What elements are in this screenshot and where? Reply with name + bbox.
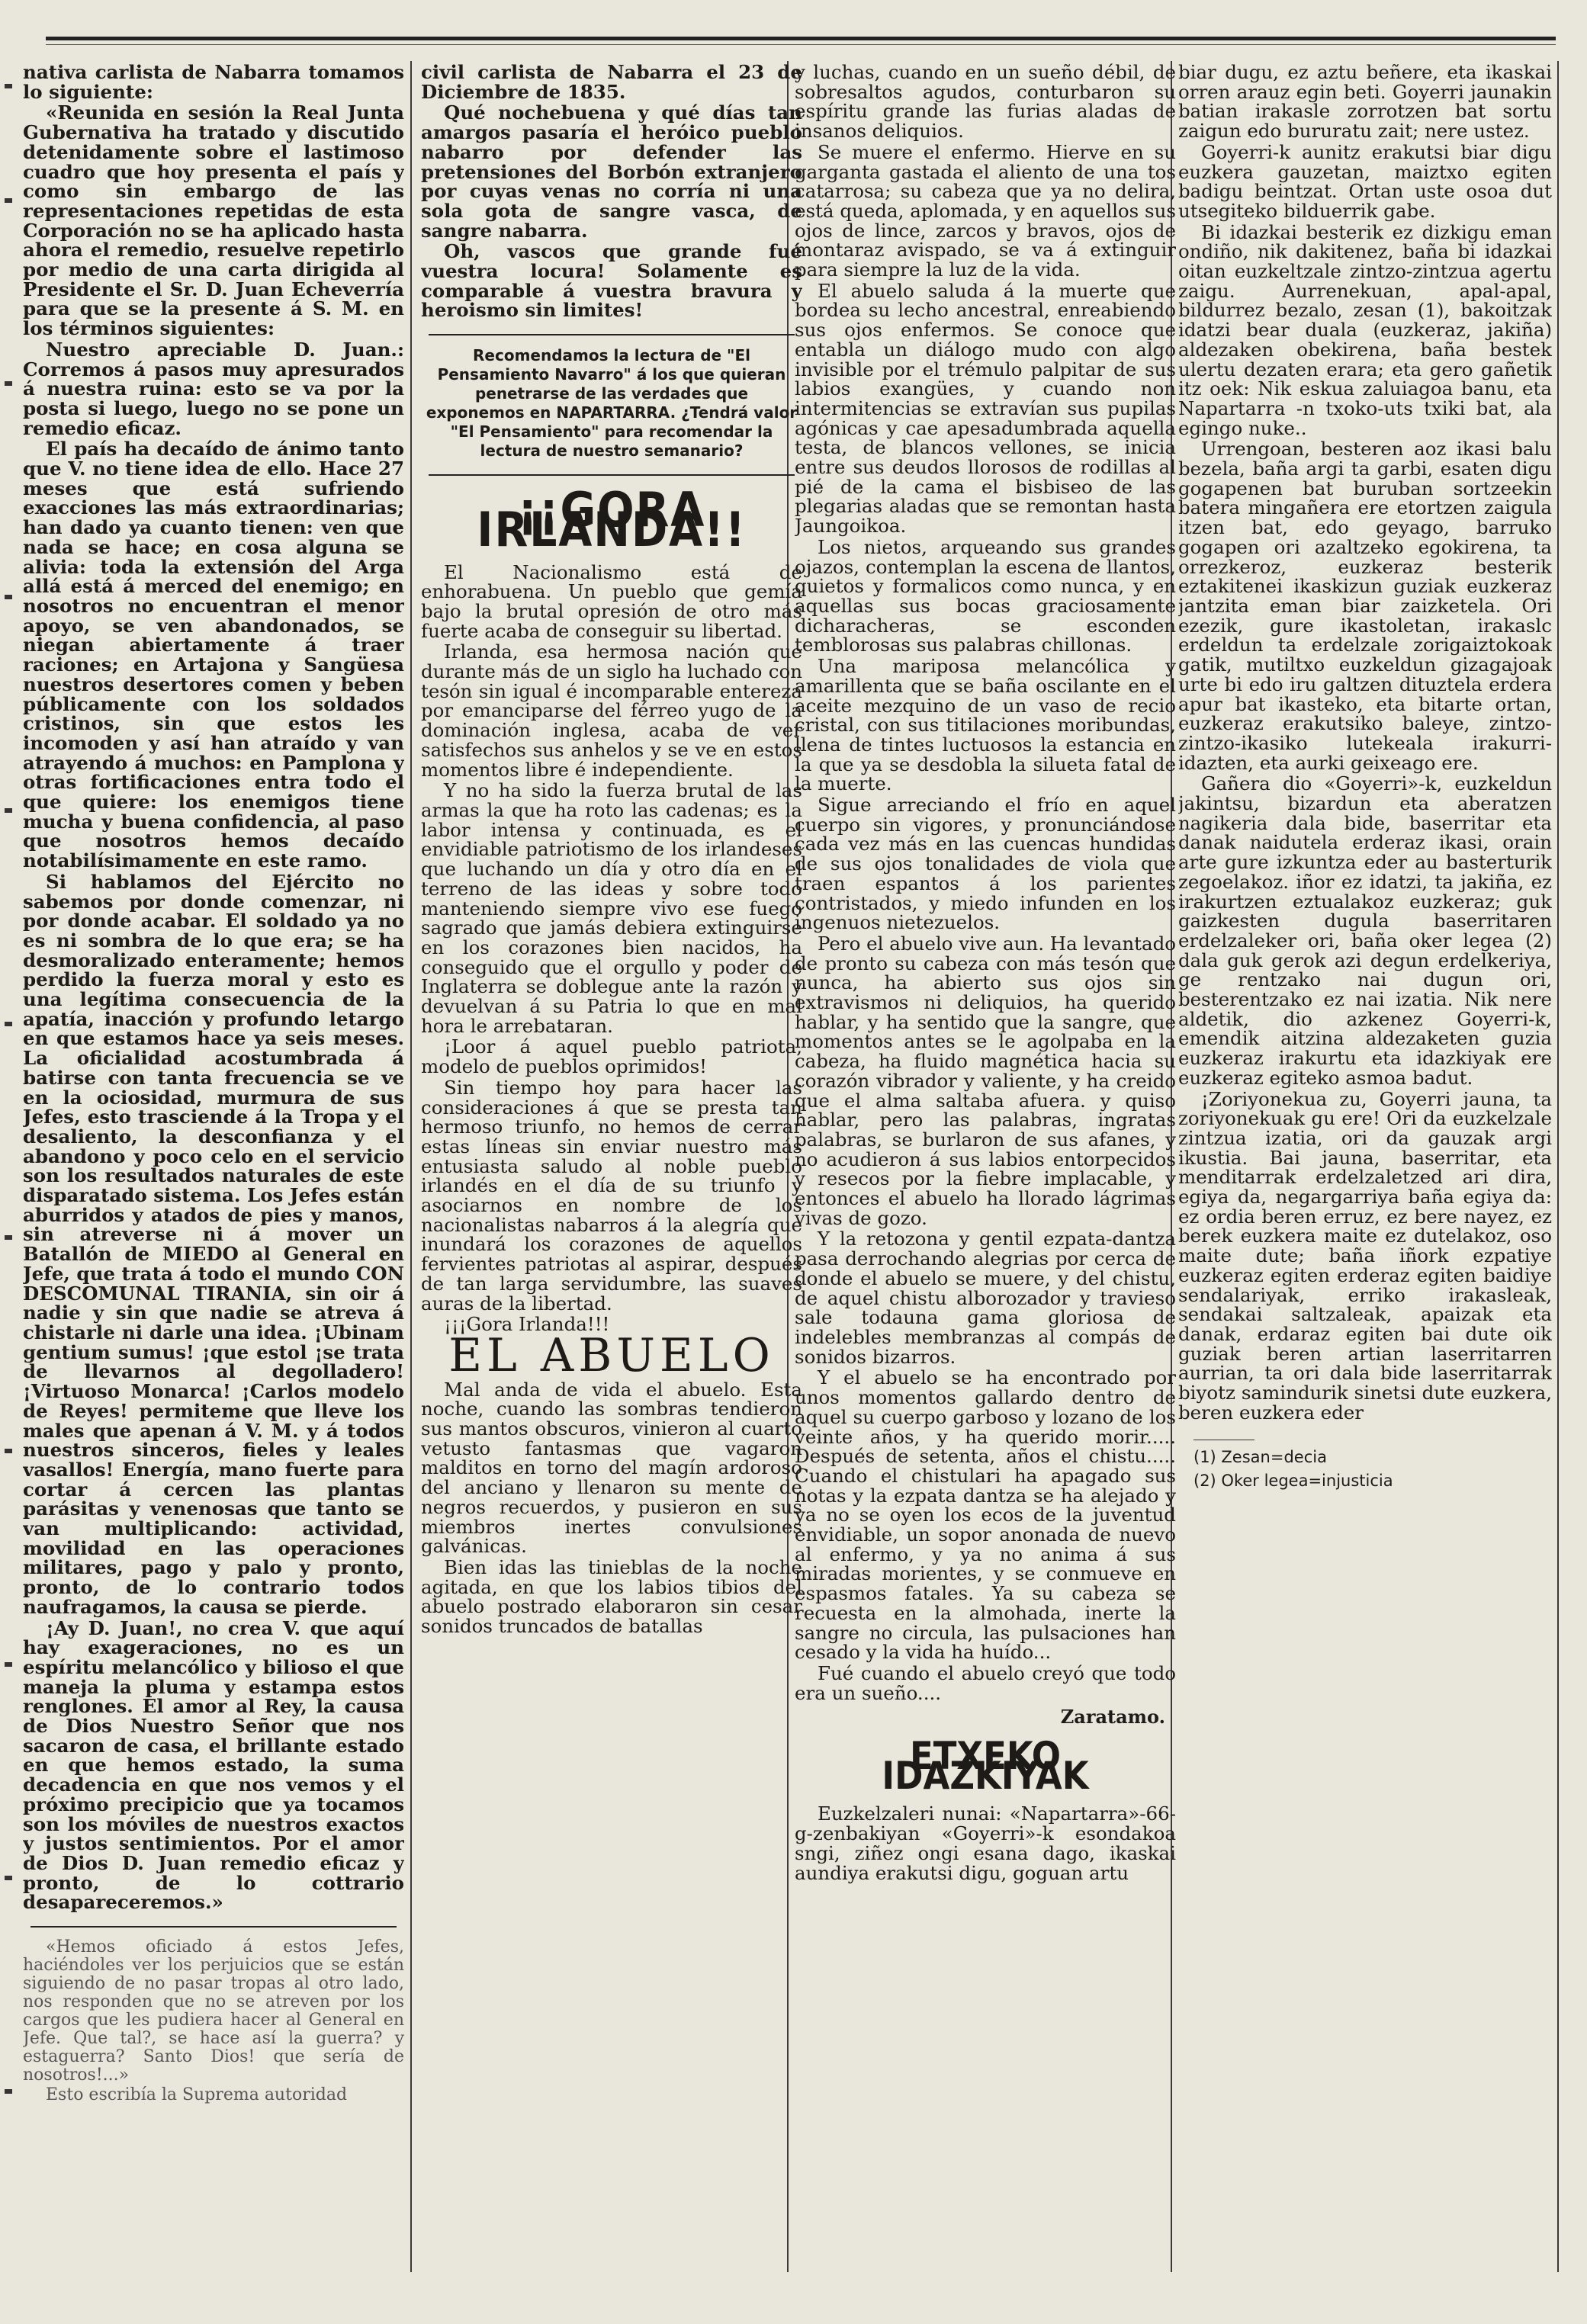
footnote: (2) Oker legea=injusticia (1193, 1472, 1393, 1491)
col1-paragraph: ¡Ay D. Juan!, no crea V. que aquí hay exageraciones, no es un espíritu melancólico y bilioso el que maneja la pluma y estampa estos renglones. El amor al Rey, la causa de Dios Nuestro Señor que nos sacaron de casa, el brillante estado en que hemos estado, la suma decadencia en que nos vemos y el próximo precipicio que ya tocamos son los móviles de nuestros exactos y justos sentimientos. Por el amor de Dios D. Juan remedio eficaz y pronto, de lo cottrario desapareceremos.» (23, 1616, 404, 1914)
col3-paragraph: Los nietos, arqueando sus grandes ojazos, contemplan la escena de llantos, quietos y formalicos como nunca, y en aquellas sus bocas graciosamente dicharacheras, se esconden temblorosas sus palabras chillonas. (795, 535, 1176, 656)
column-rule-1 (410, 61, 412, 2272)
col4-paragraph: Bi idazkai besterik ez dizkigu eman ondiño, nik dakitenez, baña bi idazkai oitan euzkeltzale zintzo-zintzua agertu zaigu. Aurrenekuan, apal-apal, bildurrez bezalo, zesan (1), bakoitzak idatzi bear duala (euzkeraz, jakiña) aldezaken obekirena, baña bestek ulertu dezaten erara; eta gero gañetik itz oek: Nik eskua zaluiagoa banu, eta Napartarra -n txoko-uts txiki bat, ala egingo nuke.. (1178, 220, 1552, 439)
gora-paragraph: El Nacionalismo está de enhorabuena. Un pueblo que gemía bajo la brutal opresión de otro más fuerte acaba de conseguir su libertad. (421, 560, 802, 642)
col3-paragraph: y luchas, cuando en un sueño débil, de sobresaltos agudos, conturbaron su espíritu grande las furias aladas de insanos deliquios. (795, 63, 1176, 143)
footnote: (1) Zesan=decia (1193, 1447, 1327, 1466)
abuelo-paragraph: Bien idas las tinieblas de la noche agitada, en que los labios tibios del abuelo postrado elaboraron sin cesar sonidos truncados de batallas (421, 1556, 802, 1638)
col3-paragraph: Pero el abuelo vive aun. Ha levantado de pronto su cabeza con más tesón que nunca, ha abierto sus ojos sin extravismos ni deliquios, ha querido hablar, y ha sentido que la sangre, que momentos antes se le agolpaba en la cabeza, ha fluido magnética hacia su corazón vibrador y valiente, y ha creido que el alma saltaba afuera. y quiso hablar, pero las palabras, ingratas palabras, se burlaron de sus afanes, y no acudieron á sus labios entorpecidos y resecos por la fiebre implacable, y entonces el abuelo ha llorado lágrimas vivas de gozo. (795, 932, 1176, 1229)
col3-paragraph: Y el abuelo se ha encontrado por unos momentos gallardo dentro de aquel su cuerpo garboso y lozano de los veinte años, y ha querido morir..... Después de setenta, años el chistu..... Cuando el chistulari ha apagado sus notas y la ezpata dantza se ha alejado y ya no se oyen los ecos de la juventud envidiable, un sopor anonada de nuevo al enfermo, y ya no anima á sus miradas morientes, y se conmueve en espasmos fatales. Ya su cabeza se recuesta en la almohada, inerte la sangre no circula, las pulsaciones han cesado y la vida ha huído... (795, 1366, 1176, 1664)
col4-paragraph: ¡Zoriyonekua zu, Goyerri jauna, ta zoriyonekuak gu ere! Ori da euzkelzale zintzua izatia, ori da gauzak argi ikustia. Bai jauna, baserritar, eta menditarrak erdelzaletzed ari dira, egiya da, negargarriya baña egiya da: ez ordia beren erruz, ez bere nayez, ez berek euzkera maite ez dutelakoz, oso maite dute; baña iñork ezpatiye euzkeraz egiten erderaz egiten baidiye sendalariyak, erriko irakasleak, sendakai saltzaleak, apaizak eta danak, erdaraz egiten bai dute oik guziak beren artian laserritarren aurrian, ta ori dala bide laserritarrak biyotz samindurik sinetsi dute euzkera, beren euzkera eder (1178, 1087, 1552, 1424)
col1-paragraph: «Reunida en sesión la Real Junta Gubernativa ha tratado y discutido detenidamente sobre el lastimoso cuadro que hoy presenta el país y como sin embargo de las representaciones repetidas de esta Corporación no se ha aplicado hasta ahora el remedio, resuelve repetirlo por medio de una carta dirigida al Presidente el Sr. D. Juan Echeverría para que se la presente á S. M. en los términos siguientes: (23, 101, 404, 340)
left-margin-marks (5, 61, 15, 2272)
col1-paragraph: El país ha decaído de ánimo tanto que V. no tiene idea de ello. Hace 27 meses que está sufriendo exacciones las más extraordinarias; han dado ya cuanto tienen: ven que nada se hace; en cosa alguna se alivia: toda la extensión del Arga allá está á merced del enemigo; en nosotros no encuentran el menor apoyo, se ven abandonados, se niegan abiertamente á traer raciones; en Artajona y Sangüesa nuestros desertores comen y beben públicamente con los soldados cristinos, sin que estos les incomoden y así han atraído y van atrayendo á muchos: en Pamplona y otras fortificaciones entra todo el que quiere: los enemigos tiene mucha y buena confidencia, al paso que nosotros hemos decaído notabilísimamente en este ramo. (23, 438, 404, 872)
col1-divider (31, 1926, 397, 1928)
col1-paragraph: «Hemos oficiado á estos Jefes, haciéndoles ver los perjuicios que se están siguiendo de no pasar tropas al otro lado, nos responden que no se atreven por los cargos que les pudiera hacer al General en Jefe. Que tal?, se hace así la guerra? y estaguerra? Santo Dios! que sería de nosotros!...» (23, 1937, 404, 2085)
col4-paragraph: biar dugu, ez aztu beñere, eta ikaskai orren arauz egin beti. Goyerri jaunakin batian irakasle zorrotzen bat sortu zaigun edo bururatu zait; nere ustez. (1178, 63, 1552, 143)
gora-paragraph: Sin tiempo hoy para hacer las consideraciones á que se presta tan hermoso triunfo, no hemos de cerrar estas líneas sin enviar nuestro más entusiasta saludo al noble pueblo irlandés en el día de su triunfo y asociarnos en nombre de los nacionalistas nabarros á la alegría que inundará los corazones de aquellos fervientes patriotas al aspirar, después de tan larga servidumbre, las suaves auras de la libertad. (421, 1076, 802, 1314)
col2-paragraph: Oh, vascos que grande fué vuestra locura! Solamente es comparable á vuestra bravura y heroismo sin limites! (421, 240, 802, 322)
gora-paragraph: ¡Loor á aquel pueblo patriota, modelo de pueblos oprimidos! (421, 1035, 802, 1078)
col2-paragraph: Qué nochebuena y qué días tan amargos pasaría el heróico pueblo nabarro por defender las pretensiones del Borbón extranjero por cuyas venas no corría ni una sola gota de sangre vasca, de sangre nabarra. (421, 101, 802, 242)
col1-paragraph: nativa carlista de Nabarra tomamos lo siguiente: (23, 63, 404, 103)
column-rule-4 (1557, 61, 1559, 2272)
signature-zaratamo: Zaratamo. (1060, 1706, 1165, 1729)
col3-paragraph: El abuelo saluda á la muerte que bordea su lecho ancestral, enreabiendo sus ojos enfermos. Se conoce que entabla un diálogo mudo con algo invisible por el trémulo palpitar de sus labios exangües, y cuando non intermitencias se extravían sus pupilas agónicas y cae apesadumbrada aquella testa, de blancos vellones, se inicia entre sus deudos llorosos de rodillas al pié de la cama el bisbiseo de las plegarias aladas que se remontan hasta Jaungoikoa. (795, 279, 1176, 538)
col3-paragraph: Sigue arreciando el frío en aquel cuerpo sin vigores, y pronunciándose cada vez más en las cuencas hundidas de sus ojos tonalidades de viola que traen espantos á los parientes contristados, y miedo infunden en los ingenuos nietezuelos. (795, 794, 1176, 934)
gora-paragraph: Irlanda, esa hermosa nación que durante más de un siglo ha luchado con tesón sin igual é incomparable entereza por emanciparse del férreo yugo de la dominación inglesa, acaba de ver satisfechos sus anhelos y se ve en estos momentos libre é independiente. (421, 640, 802, 781)
col2-divider (429, 334, 795, 335)
col3-paragraph: Y la retozona y gentil ezpata-dantza pasa derrochando alegrias por cerca de donde el abuelo se muere, y del chistu, de aquel chistu alborozador y travieso sale todauna gama gloriosa de indelebles membranzas al compás de sonidos bizarros. (795, 1228, 1176, 1368)
col1-paragraph: Nuestro apreciable D. Juan.: Corremos á pasos muy apresurados á nuestra ruina: esto se va por la posta si luego, luego no se pone un remedio eficaz. (23, 338, 404, 439)
headline-el-abuelo: EL ABUELO (448, 1328, 775, 1382)
etxeko-paragraph: Euzkelzaleri nunai: «Napartarra»-66-g-zenbakiyan «Goyerri»-k esondakoa sngi, ziñez ongi esana dago, ikaskai aundiya erakutsi digu, goguan artu (795, 1802, 1176, 1884)
col4-paragraph: Gañera dio «Goyerri»-k, euzkeldun jakintsu, bizardun eta aberatzen nagikeria dala bide, baserritar eta danak naidutela erderaz ikasi, orain arte gure izkuntza eder au basterturik zegoelakoz. iñor ez idatzi, ta jakiña, ez irakurtzen eztualakoz euzkeraz; guk gaizkesten dugula baserritaren erdelzaleker ori, baña oker legea (2) dala guk gerok azi degun erdelkeriya, ge rentzako nai dugun ori, besterentzako ez nai izatia. Nik nere aldetik, dio azkenez Goyerri-k, emendik aitzina aldezaketen guzia euzkeraz irakurtu eta idazkiyak ere euzkeraz egiteko asmoa badut. (1178, 772, 1552, 1089)
col4-paragraph: Goyerri-k aunitz erakutsi biar digu euzkera gauzetan, maiztxo egiten badigu beintzat. Ortan uste osoa dut utsegiteko bilduerrik gabe. (1178, 140, 1552, 222)
col1-paragraph: Si hablamos del Ejército no sabemos por donde comenzar, ni por donde acabar. El soldado ya no es ni sombra de lo que era; se ha desmoralizado enteramente; hemos perdido la fuerza moral y esto es una legítima consecuencia de la apatía, inacción y profundo letargo en que estamos hace ya seis meses. La oficialidad acostumbrada á batirse con tanta frecuencia se ve en la ociosidad, murmura de sus Jefes, esto trasciende á la Tropa y el desaliento, la desconfianza y el abandono y poco celo en el servicio son los resultados naturales de este disparatado sistema. Los Jefes están aburridos y atados de pies y manos, sin atreverse ni á mover un Batallón de MIEDO al General en Jefe, que trata á todo el mundo CON DESCOMUNAL TIRANIA, sin oir á nadie y sin que nadie se atreva á chistarle ni darle una idea. ¡Ubinam gentium sumus! ¡que estol ¡se trata de llevarnos al degolladero! ¡Virtuoso Monarca! ¡Carlos modelo de Reyes! permiteme que lleve los males que apenan á V. M. y á todos nuestros sinceros, fieles y leales vasallos! Energía, mano fuerte para cortar á cercen las plantas parásitas y venenosas que tanto se van multiplicando: actividad, movilidad en las operaciones militares, pago y palo y pronto, pronto, de lo contrario todos naufragamos, la causa se pierde. (23, 870, 404, 1618)
top-rule (46, 37, 1556, 40)
column-3 (795, 63, 1176, 2289)
col3-paragraph: Fué cuando el abuelo creyó que todo era un sueño.... (795, 1661, 1176, 1704)
col3-paragraph: Una mariposa melancólica y amarillenta que se baña oscilante en el aceite mezquino de un vaso de recio cristal, con sus titilaciones moribundas, llena de tintes luctuosos la estancia en la que ya se desdobla la silueta fatal de la muerte. (795, 655, 1176, 795)
col1-paragraph: Esto escribía la Suprema autoridad (46, 2085, 348, 2105)
column-2 (421, 63, 802, 2289)
headline-etxeko-idazkiyak: ETXEKO IDAZKIYAK (882, 1734, 1089, 1798)
recommendation-notice: Recomendamos la lectura de "El Pensamiento Navarro" á los que quieran penetrarse de las verdades que exponemos en NAPARTARRA. ¿Tendrá valor "El Pensamiento" para recomendar la lectura de nuestro semanario? (426, 346, 798, 461)
col2-divider (429, 474, 795, 476)
headline-gora-irlanda: ¡¡GORA IRLANDA!! (477, 482, 747, 557)
col4-paragraph: Urrengoan, besteren aoz ikasi balu bezela, baña argi ta garbi, esaten digu gogapenen bat buruban sortzeekin batera mingañera ere etortzen zaigula itzen bat, edo geyago, barruko gogapen ori azaltzeko egokirena, ta orrezkeroz, euzkeraz besterik eztakitenei ikaskizun guziak euzkeraz jantzita eman biar zaizketela. Ori ezezik, gure ikastoletan, irakaslc erdeldun ta erdelzale zorigaiztokoak gatik, mutiltxo euzkeldun gizagajoak urte bi edo iru galtzen dituztela erdera apur bat ikasteko, eta bitarte ortan, euzkeraz erakutsiko baleye, zintzo-zintzo-ikasiko lutekeala irakurri-idazten, eta aurki geixeago ere. (1178, 438, 1552, 774)
column-4 (1178, 63, 1552, 2289)
gora-paragraph: Y no ha sido la fuerza brutal de las armas la que ha roto las cadenas; es la labor intensa y continuada, es el envidiable patriotismo de los irlandeses que luchando un día y otro día en el terreno de las ideas y sobre todo manteniendo siempre vivo ese fuego sagrado que jamás debiera extinguirse en los corazones bien nacidos, ha conseguido que el orgullo y poder de Inglaterra se doblegue ante la razón y devuelvan á su Patria lo que en mal hora le arrebataran. (421, 779, 802, 1037)
col3-paragraph: Se muere el enfermo. Hierve en su garganta gastada el aliento de una tos catarrosa; su cabeza que ya no delira, está queda, aplomada, y en aquellos sus ojos de lince, zarcos y bravos, ojos de montaraz avispado, se va á extinguir para siempre la luz de la vida. (795, 140, 1176, 281)
top-rule-thin (46, 44, 1556, 45)
col2-paragraph: civil carlista de Nabarra el 23 de Diciembre de 1835. (421, 63, 802, 103)
abuelo-paragraph: Mal anda de vida el abuelo. Esta noche, cuando las sombras tendieron sus mantos obscuros, vinieron al cuarto vetusto fantasmas que vagaron malditos en torno del magín ardoroso del anciano y llenaron su mente de negros recuerdos, y pusieron en sus miembros inertes convulsiones galvánicas. (421, 1378, 802, 1558)
column-1 (23, 63, 404, 2289)
gora-paragraph: ¡¡¡Gora Irlanda!!! (444, 1313, 610, 1336)
